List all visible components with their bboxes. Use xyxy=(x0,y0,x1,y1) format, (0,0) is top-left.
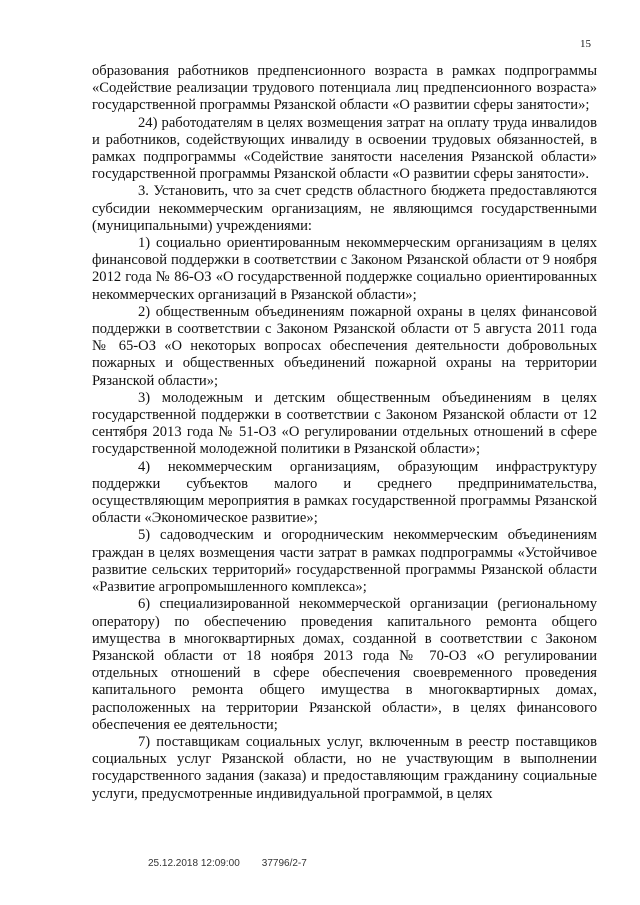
page-footer xyxy=(148,858,307,870)
paragraph-item-2: 2) общественным объединениям пожарной охраны в целях финансовой поддержки в соответствии с Законом Рязанской области от 5 августа 2011 года № 65-ОЗ «О некоторых вопросах обеспечения деятельности добровольных пожарных и общественных объединений пожарной охраны на территории Рязанской области»; xyxy=(92,303,597,389)
document-body xyxy=(92,63,597,803)
footer-doc-code: 37796/2-7 xyxy=(261,858,307,869)
footer-timestamp: 25.12.2018 12:09:00 xyxy=(148,858,240,869)
paragraph-clause-3: 3. Установить, что за счет средств областного бюджета предоставляются субсидии некоммерческим организациям, не являющимся государственными (муниципальными) учреждениями: xyxy=(92,183,597,234)
paragraph-item-3: 3) молодежным и детским общественным объединениям в целях государственной поддержки в соответствии с Законом Рязанской области от 12 сентября 2013 года № 51-ОЗ «О регулировании отдельных отношений в сфере государственной молодежной политики в Рязанской области»; xyxy=(92,389,597,458)
paragraph-item-7: 7) поставщикам социальных услуг, включенным в реестр поставщиков социальных услуг Рязанской области, но не участвующим в выполнении государственного задания (заказа) и предоставляющим гражданину социальные услуги, предусмотренные индивидуальной программой, в целях xyxy=(92,733,597,802)
paragraph-item-24: 24) работодателям в целях возмещения затрат на оплату труда инвалидов и работников, содействующих инвалиду в освоении трудовых обязанностей, в рамках подпрограммы «Содействие занятости населения Рязанской области» государственной программы Рязанской области «О развитии сферы занятости». xyxy=(92,114,597,183)
paragraph-item-5: 5) садоводческим и огородническим некоммерческим объединениям граждан в целях возмещения части затрат в рамках подпрограммы «Устойчивое развитие сельских территорий» государственной программы Рязанской области «Развитие агропромышленного комплекса»; xyxy=(92,527,597,596)
paragraph-item-6: 6) специализированной некоммерческой организации (региональному оператору) по обеспечению проведения капитального ремонта общего имущества в многоквартирных домах, созданной в соответствии с Законом Рязанской области от 18 ноября 2013 года № 70-ОЗ «О регулировании отдельных отношений в сфере обеспечения своевременного проведения капитального ремонта общего имущества в многоквартирных домах, расположенных на территории Рязанской области», в целях финансового обеспечения ее деятельности; xyxy=(92,596,597,733)
paragraph-item-1: 1) социально ориентированным некоммерческим организациям в целях финансовой поддержки в соответствии с Законом Рязанской области от 9 ноября 2012 года № 86-ОЗ «О государственной поддержке социально ориентированных некоммерческих организаций в Рязанской области»; xyxy=(92,235,597,303)
paragraph-continuation: образования работников предпенсионного возраста в рамках подпрограммы «Содействие реализации трудового потенциала лиц предпенсионного возраста» государственной программы Рязанской области «О развитии сферы занятости»; xyxy=(92,63,597,114)
page-number: 15 xyxy=(580,38,591,50)
paragraph-item-4: 4) некоммерческим организациям, образующим инфраструктуру поддержки субъектов малого и среднего предпринимательства, осуществляющим мероприятия в рамках государственной программы Рязанской области «Экономическое развитие»; xyxy=(92,458,597,527)
